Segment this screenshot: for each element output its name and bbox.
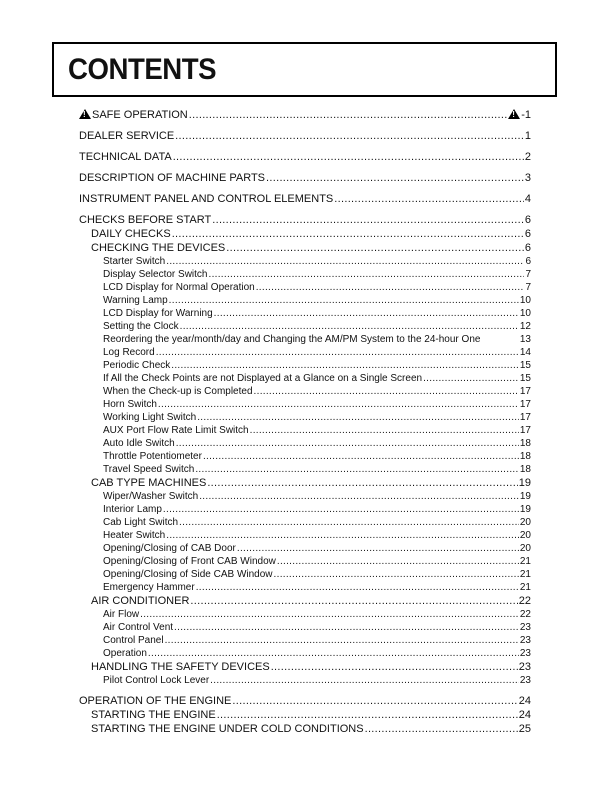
toc-entry[interactable] [103,308,531,319]
toc-entry-text: Setting the Clock [103,321,179,332]
toc-entry[interactable] [103,334,531,345]
toc-page-text: 1 [524,130,531,142]
contents-header-box [52,42,557,97]
toc-entry[interactable] [91,242,531,254]
toc-page-number [519,595,531,607]
toc-page-text: 23 [518,661,531,673]
toc-page-number [525,282,531,293]
toc-entry-text: Warning Lamp [103,295,168,306]
toc-page-text: 23 [519,622,531,633]
toc-entry-text: LCD Display for Normal Operation [103,282,255,293]
toc-page-text: 21 [519,556,531,567]
toc-entry-label [79,109,188,121]
toc-page-number [520,635,531,646]
dot-leader [166,530,519,541]
toc-page-number [519,661,531,673]
dot-leader [212,214,524,226]
toc-page-number [525,193,531,205]
toc-entry-text: Display Selector Switch [103,269,208,280]
toc-entry-label [103,386,253,397]
toc-entry-text: TECHNICAL DATA [79,151,172,163]
toc-page-text: 24 [518,695,531,707]
toc-entry-label [103,347,155,358]
toc-page-text: 18 [519,464,531,475]
toc-entry-label [103,451,202,462]
toc-entry-label [79,151,172,163]
toc-entry-text: Reordering the year/month/day and Changing the AM/PM System to the 24-hour One [103,334,481,345]
dot-leader [166,256,524,267]
toc-entry-label [103,295,168,306]
toc-entry-text: Cab Light Switch [103,517,179,528]
dot-leader [140,609,519,620]
toc-entry-text: HANDLING THE SAFETY DEVICES [91,661,270,673]
toc-page-number [520,347,531,358]
toc-page-number [520,569,531,580]
toc-entry[interactable] [103,412,531,423]
toc-entry[interactable] [103,517,531,528]
toc-entry-label [79,214,211,226]
toc-entry[interactable] [103,451,531,462]
toc-entry[interactable] [103,530,531,541]
dot-leader [254,386,519,397]
toc-entry-label [91,723,364,735]
toc-entry-text: Pilot Control Lock Lever [103,675,210,686]
toc-entry[interactable] [79,172,531,184]
toc-page-text: 22 [518,595,531,607]
dot-leader [217,709,518,721]
dot-leader [207,477,517,489]
toc-page-text: 4 [524,193,531,205]
toc-entry-label [103,517,178,528]
toc-entry-label [103,530,165,541]
dot-leader [199,491,519,502]
toc-entry-label [103,635,164,646]
toc-entry-text: STARTING THE ENGINE [91,709,216,721]
toc-entry-label [103,256,165,267]
toc-page-text: 7 [525,269,531,280]
dot-leader [256,282,525,293]
dot-leader [226,242,524,254]
toc-entry-label [103,308,213,319]
toc-entry[interactable] [103,256,531,267]
toc-entry-text: Auto Idle Switch [103,438,175,449]
toc-entry-text: LCD Display for Warning [103,308,213,319]
toc-entry-text: Wiper/Washer Switch [103,491,199,502]
toc-page-number [520,451,531,462]
toc-entry[interactable] [103,543,531,554]
toc-entry[interactable] [103,347,531,358]
toc-entry-label [103,582,195,593]
toc-page-text: 14 [519,347,531,358]
toc-entry[interactable] [91,228,531,240]
dot-leader [175,130,524,142]
toc-page-number [520,582,531,593]
toc-page-number [520,438,531,449]
toc-entry-label [91,595,189,607]
dot-leader [208,269,524,280]
toc-entry-label [79,193,333,205]
toc-entry[interactable] [103,269,531,280]
toc-entry-label [103,282,255,293]
toc-entry[interactable] [91,661,531,673]
toc-page-number [520,504,531,515]
toc-entry-text: Horn Switch [103,399,157,410]
dot-leader [148,648,519,659]
toc-entry-label [79,172,265,184]
toc-page-text: 2 [524,151,531,163]
dot-leader [250,425,519,436]
toc-page-text: 3 [524,172,531,184]
toc-entry[interactable] [103,282,531,293]
dot-leader [165,635,519,646]
toc-page-text: 21 [519,569,531,580]
toc-page-number [525,214,531,226]
toc-page-number [525,130,531,142]
dot-leader [179,517,519,528]
toc-entry[interactable] [103,609,531,620]
dot-leader [274,569,519,580]
toc-entry-label [103,360,170,371]
toc-page-number [520,543,531,554]
toc-page-number [520,530,531,541]
dot-leader [169,295,519,306]
toc-page-text: 20 [519,517,531,528]
toc-entry-text: DEALER SERVICE [79,130,175,142]
toc-page-number [519,477,531,489]
toc-entry[interactable] [103,373,531,384]
toc-entry-label [103,609,139,620]
toc-entry-label [103,425,249,436]
toc-entry-text: Periodic Check [103,360,171,371]
toc-entry-label [103,321,179,332]
toc-entry-text: DESCRIPTION OF MACHINE PARTS [79,172,266,184]
toc-entry[interactable] [103,569,531,580]
toc-entry-label [103,622,173,633]
toc-entry-label [91,242,225,254]
toc-page-text: 25 [518,723,531,735]
toc-entry-text: Opening/Closing of Front CAB Window [103,556,276,567]
toc-page-number [525,269,531,280]
toc-entry-text: Air Flow [103,609,140,620]
toc-page-text: 6 [524,214,531,226]
toc-entry[interactable] [103,438,531,449]
dot-leader [173,151,524,163]
toc-entry-text: OPERATION OF THE ENGINE [79,695,232,707]
toc-page-number [508,109,531,121]
toc-entry[interactable] [103,321,531,332]
toc-entry-text: DAILY CHECKS [91,228,171,240]
toc-entry[interactable] [103,491,531,502]
dot-leader [174,622,519,633]
toc-page-text: 23 [519,675,531,686]
toc-entry-label [79,695,231,707]
toc-page-text: 12 [519,321,531,332]
dot-leader [423,373,519,384]
toc-entry[interactable] [103,399,531,410]
toc-page-number [519,695,531,707]
toc-page-number [520,321,531,332]
toc-entry-label [103,334,480,345]
toc-page-text: -1 [521,109,531,121]
toc-page-text: 10 [519,295,531,306]
toc-page-text: 15 [519,360,531,371]
toc-entry-text: CHECKING THE DEVICES [91,242,226,254]
toc-entry-label [103,648,147,659]
toc-page-number [520,491,531,502]
toc-entry-text: Air Control Vent [103,622,174,633]
toc-entry-label [91,228,171,240]
toc-page-text: 13 [519,334,531,345]
toc-entry[interactable] [79,109,531,121]
toc-entry-text: If All the Check Points are not Displayed at a Glance on a Single Screen [103,373,423,384]
toc-entry[interactable] [91,477,531,489]
dot-leader [266,172,524,184]
toc-entry-text: Interior Lamp [103,504,162,515]
toc-page-number [520,622,531,633]
toc-page-text: 19 [519,504,531,515]
dot-leader [156,347,519,358]
toc-entry[interactable] [79,214,531,226]
toc-entry[interactable] [91,723,531,735]
toc-page-text: 17 [519,399,531,410]
toc-entry-label [103,438,175,449]
dot-leader [158,399,519,410]
toc-entry-text: CAB TYPE MACHINES [91,477,207,489]
toc-page-text: 23 [519,648,531,659]
toc-entry-text: Working Light Switch [103,412,197,423]
toc-entry-text: Control Panel [103,635,164,646]
dot-leader [203,451,519,462]
toc-entry-label [91,709,216,721]
toc-entry[interactable] [103,464,531,475]
toc-page-text: 21 [519,582,531,593]
toc-page-number [520,675,531,686]
toc-entry-label [103,491,198,502]
toc-page-text: 17 [519,425,531,436]
dot-leader [189,109,507,121]
dot-leader [210,675,519,686]
toc-entry-text: AIR CONDITIONER [91,595,190,607]
toc-entry-label [103,543,236,554]
toc-entry[interactable] [79,193,531,205]
toc-page-number [520,386,531,397]
dot-leader [214,308,519,319]
toc-page-number [520,360,531,371]
toc-entry[interactable] [103,504,531,515]
dot-leader [180,321,519,332]
toc-page-text: 18 [519,451,531,462]
toc-page-number [519,723,531,735]
toc-entry[interactable] [91,595,531,607]
toc-page-number [520,464,531,475]
toc-entry-label [103,504,162,515]
toc-entry-label [103,412,196,423]
toc-entry-text: AUX Port Flow Rate Limit Switch [103,425,249,436]
dot-leader [365,723,518,735]
toc-page-text: 23 [519,635,531,646]
toc-page-text: 6 [525,256,531,267]
dot-leader [190,595,517,607]
toc-entry-text: Heater Switch [103,530,166,541]
toc-page-text: 20 [519,543,531,554]
dot-leader [171,360,519,371]
toc-entry[interactable] [103,582,531,593]
toc-entry-label [103,373,422,384]
toc-page-number [520,517,531,528]
dot-leader [163,504,519,515]
toc-page-text: 6 [524,242,531,254]
toc-entry-label [103,399,157,410]
toc-entry[interactable] [103,295,531,306]
dot-leader [196,582,519,593]
toc-entry[interactable] [91,709,531,721]
toc-entry-text: CHECKS BEFORE START [79,214,212,226]
toc-page-text: 22 [519,609,531,620]
toc-page-text: 15 [519,373,531,384]
toc-page-text: 7 [525,282,531,293]
toc-page-text: 6 [524,228,531,240]
toc-entry-text: When the Check-up is Completed [103,386,253,397]
toc-page-number [520,609,531,620]
toc-page-number [525,172,531,184]
toc-entry-text: Throttle Potentiometer [103,451,202,462]
toc-page-text: 17 [519,386,531,397]
toc-entry-text: Opening/Closing of CAB Door [103,543,236,554]
toc-entry-text: STARTING THE ENGINE UNDER COLD CONDITIONS [91,723,364,735]
toc-entry-text: Emergency Hammer [103,582,195,593]
toc-entry-text: INSTRUMENT PANEL AND CONTROL ELEMENTS [79,193,334,205]
toc-page-number [525,242,531,254]
toc-page-number [520,648,531,659]
toc-page-number [520,425,531,436]
toc-entry[interactable] [103,635,531,646]
toc-entry[interactable] [103,360,531,371]
toc-entry-text: SAFE OPERATION [92,109,188,121]
toc-entry[interactable] [79,695,531,707]
toc-entry-label [103,464,194,475]
toc-entry-label [103,269,207,280]
toc-entry-label [103,556,276,567]
toc-entry-label [91,477,206,489]
dot-leader [277,556,519,567]
toc-entry-label [103,675,209,686]
toc-page-number [525,256,531,267]
warning-triangle-icon [508,109,520,119]
dot-leader [334,193,524,205]
toc-entry[interactable] [103,556,531,567]
toc-page-number [519,709,531,721]
dot-leader [237,543,519,554]
toc-entry-label [103,569,273,580]
toc-page-number [520,373,531,384]
toc-entry[interactable] [103,425,531,436]
toc-entry[interactable] [103,386,531,397]
toc-page-number [520,412,531,423]
toc-entry[interactable] [103,622,531,633]
toc-entry[interactable] [79,151,531,163]
toc-page-text: 10 [519,308,531,319]
warning-triangle-icon [79,109,91,119]
toc-page-text: 24 [518,709,531,721]
toc-entry[interactable] [79,130,531,142]
toc-entry[interactable] [103,675,531,686]
page-title: CONTENTS [68,53,217,86]
toc-page-text: 19 [519,491,531,502]
toc-entry[interactable] [103,648,531,659]
toc-page-text: 18 [519,438,531,449]
toc-page-number [520,399,531,410]
toc-page-number [520,556,531,567]
toc-page-number [520,334,531,345]
toc-page-number [525,228,531,240]
toc-entry-text: Log Record [103,347,155,358]
toc-entry-label [91,661,270,673]
toc-page-text: 17 [519,412,531,423]
toc-entry-text: Operation [103,648,147,659]
toc-entry-label [79,130,174,142]
dot-leader [172,228,524,240]
toc-entry-text: Opening/Closing of Side CAB Window [103,569,273,580]
dot-leader [176,438,519,449]
toc-page-number [520,308,531,319]
dot-leader [232,695,517,707]
toc-entry-text: Travel Speed Switch [103,464,195,475]
dot-leader [197,412,519,423]
dot-leader [271,661,518,673]
toc-entry-text: Starter Switch [103,256,166,267]
dot-leader [195,464,519,475]
toc-page-text: 19 [518,477,531,489]
toc-page-number [520,295,531,306]
toc-page-number [525,151,531,163]
toc-page-text: 20 [519,530,531,541]
